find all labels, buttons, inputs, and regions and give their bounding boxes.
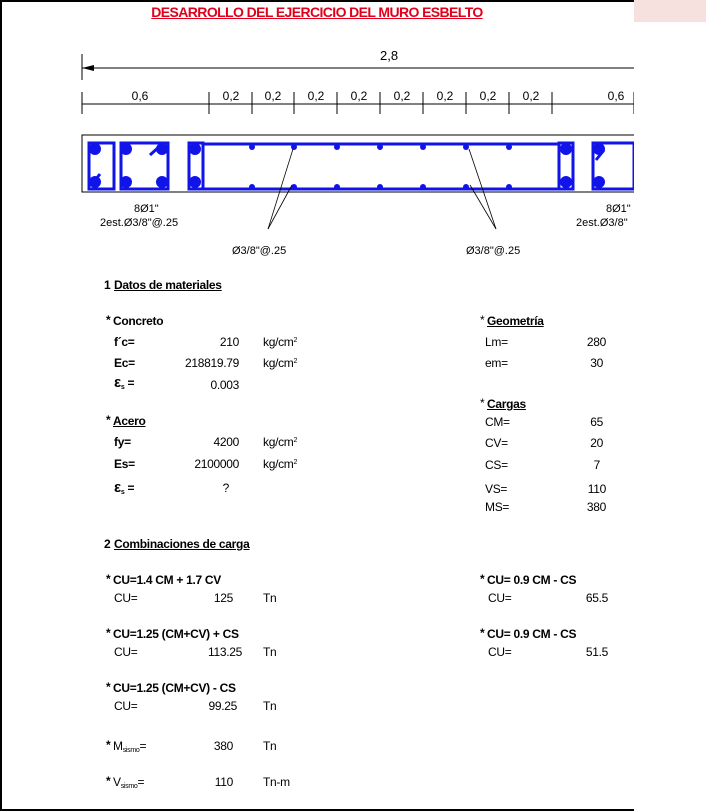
ms-label: MS= [485,500,510,514]
section2-number: 2 [104,537,111,551]
segment-dim-label: 0,2 [393,89,411,103]
wall-section-drawing [0,24,634,264]
rebar-1in [89,143,101,155]
combo3-header: CU=1.25 (CM+CV) - CS [113,681,236,695]
sheet-gutter [634,0,706,811]
fc-value: 210 [219,335,239,349]
rebar-1in [560,143,572,155]
segment-dim-label: 0,2 [479,89,497,103]
concreto-bullet: * [106,313,111,327]
combo2-value: 113.25 [207,645,242,659]
vsismo-label: $V_{sismo}=$ [113,775,145,790]
geometria-bullet: * [480,313,485,327]
msismo-bullet: * [106,738,111,752]
eps-steel-value: ? [222,481,229,495]
fy-unit: $kg/cm^2$ [263,435,298,449]
segment-dim-label: 0,6 [131,89,149,103]
concreto-header: Concreto [113,314,164,328]
segment-dim-label: 0,2 [307,89,325,103]
eps-concrete-value: 0.003 [210,378,239,392]
segment-labels [132,89,625,103]
total-dim-text: 2,8 [380,48,399,63]
cs-value: 7 [593,458,600,472]
sheet-gutter-header [634,0,706,22]
geometria-header: Geometría [487,314,544,328]
combo5-label: CU= [488,645,512,659]
cm-value: 65 [590,415,603,429]
section1-title: Datos de materiales [114,278,222,292]
rebar-3-8in [420,144,426,150]
combo1-header: CU=1.4 CM + 1.7 CV [113,573,221,587]
rebar-3-8in [334,184,340,190]
rebar-3-8in [463,144,469,150]
combo4-value: 65.5 [585,591,608,605]
left-bar-label: 8Ø1" [134,203,159,215]
combo3-bullet: * [106,680,111,694]
rebar-3-8in [291,144,297,150]
ec-unit: $kg/cm^2$ [263,356,298,370]
ec-value: 218819.79 [184,356,239,370]
rebar-3-8in [291,184,297,190]
rebar-1in [120,176,132,188]
fc-label: f´c= [114,335,135,349]
combo5-value: 51.5 [585,645,608,659]
ms-value: 380 [586,500,606,514]
rebar-bars [89,143,605,190]
rebar-1in [189,143,201,155]
rebar-1in [89,176,101,188]
fy-value: 4200 [213,435,239,449]
ec-label: Ec= [114,356,135,370]
cargas-header: Cargas [487,397,526,411]
vsismo-value: 110 [214,775,233,789]
combo1-unit: Tn [263,591,277,605]
rebar-1in [120,143,132,155]
vs-label: VS= [485,482,508,496]
segment-dim-label: 0,2 [222,89,240,103]
rebar-3-8in [377,144,383,150]
page-title: DESARROLLO DEL EJERCICIO DEL MURO ESBELTO [151,4,483,20]
combo3-value: 99.25 [208,699,237,713]
left-stirrup-label: 2est.Ø3/8"@.25 [100,217,179,229]
rebar-3-8in [463,184,469,190]
fy-label: fy= [114,435,131,449]
combo2-label: CU= [114,645,138,659]
rebar-1in [189,176,201,188]
cv-value: 20 [590,436,603,450]
vsismo-bullet: * [106,774,111,788]
cm-label: CM= [485,415,510,429]
msismo-value: 380 [213,739,233,753]
acero-header: Acero [113,414,146,428]
lm-value: 280 [586,335,606,349]
vs-value: 110 [587,482,606,496]
cargas-bullet: * [480,396,485,410]
combo3-unit: Tn [263,699,277,713]
cv-label: CV= [485,436,508,450]
rebar-1in [593,143,605,155]
eps-concrete-label: $\varepsilon_s$ = [114,374,135,391]
combo1-value: 125 [213,591,233,605]
combo4-label: CU= [488,591,512,605]
es-label: Es= [114,457,135,471]
cs-label: CS= [485,458,508,472]
segment-dim-label: 0,2 [350,89,368,103]
combo1-label: CU= [114,591,138,605]
mid-right-bar-label: Ø3/8"@.25 [466,245,521,257]
rebar-1in [156,143,168,155]
rebar-1in [593,176,605,188]
combo1-bullet: * [106,572,111,586]
rebar-1in [156,176,168,188]
msismo-unit: Tn [263,739,277,753]
msismo-label: $M_{sismo}=$ [113,739,147,754]
eps-steel-label: $\varepsilon_s$ = [114,479,135,496]
vsismo-unit: Tn-m [263,775,290,789]
section2-title: Combinaciones de carga [114,537,250,551]
rebar-3-8in [377,184,383,190]
combo4-header: CU= 0.9 CM - CS [487,573,577,587]
combo5-header: CU= 0.9 CM - CS [487,627,577,641]
segment-dim-label: 0,2 [264,89,282,103]
em-value: 30 [590,356,603,370]
rebar-3-8in [420,184,426,190]
es-value: 2100000 [194,457,239,471]
em-label: em= [485,356,508,370]
rebar-3-8in [249,184,255,190]
right-bar-label: 8Ø1" [606,203,631,215]
combo4-bullet: * [480,572,485,586]
acero-bullet: * [106,413,111,427]
rebar-3-8in [334,144,340,150]
rebar-1in [560,176,572,188]
arrowhead [82,65,94,71]
combo2-header: CU=1.25 (CM+CV) + CS [113,627,239,641]
rebar-stirrups [89,143,634,189]
combo2-unit: Tn [263,645,277,659]
combo5-bullet: * [480,626,485,640]
lm-label: Lm= [485,335,508,349]
combo3-label: CU= [114,699,138,713]
mid-left-bar-label: Ø3/8"@.25 [232,245,287,257]
segment-dim-label: 0,6 [607,89,625,103]
section1-number: 1 [104,278,111,292]
right-stirrup-label: 2est.Ø3/8" [576,217,628,229]
es-unit: $kg/cm^2$ [263,457,298,471]
fc-unit: $kg/cm^2$ [263,335,298,349]
rebar-3-8in [249,144,255,150]
combo2-bullet: * [106,626,111,640]
segment-dim-label: 0,2 [522,89,540,103]
segment-dim-label: 0,2 [436,89,454,103]
rebar-3-8in [506,144,512,150]
rebar-3-8in [506,184,512,190]
